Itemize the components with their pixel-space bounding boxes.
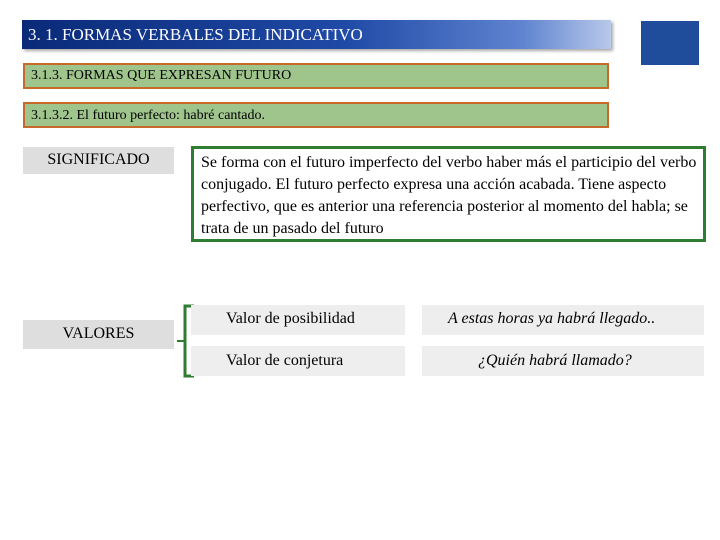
corner-decoration <box>641 21 699 65</box>
subsection-label: 3.1.3. FORMAS QUE EXPRESAN FUTURO <box>31 68 292 83</box>
ejemplo-conjetura: ¿Quién habrá llamado? <box>422 346 704 376</box>
page-title: 3. 1. FORMAS VERBALES DEL INDICATIVO <box>28 25 363 44</box>
topic-label: 3.1.3.2. El futuro perfecto: habré cantado. <box>31 108 266 123</box>
significado-label: SIGNIFICADO <box>23 147 174 174</box>
page-title-bar <box>22 20 611 49</box>
valores-label: VALORES <box>23 320 174 349</box>
ejemplo-posibilidad: A estas horas ya habrá llegado.. <box>422 305 704 335</box>
valor-posibilidad: Valor de posibilidad <box>191 305 405 335</box>
subsection-heading <box>23 63 609 89</box>
topic-heading <box>23 102 609 128</box>
valor-conjetura: Valor de conjetura <box>191 346 405 376</box>
significado-definition: Se forma con el futuro imperfecto del verbo haber más el participio del verbo conjugado. El futuro perfecto expresa una acción acabada. Tiene aspecto perfectivo, que es anterior una referencia posterior al momento del habla; se trata de un pasado del futuro <box>191 146 706 242</box>
